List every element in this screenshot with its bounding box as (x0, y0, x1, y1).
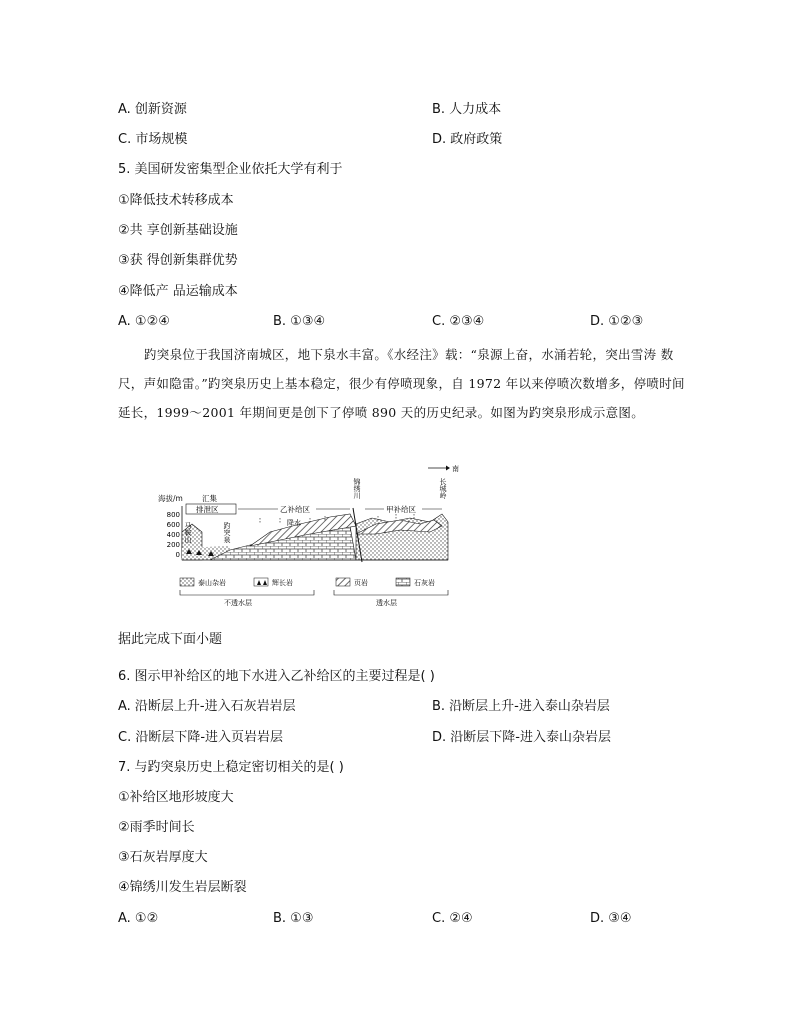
baotu-spring-diagram (150, 462, 460, 612)
q7-statement-3: ③石灰岩厚度大 (118, 850, 208, 865)
y-tick-0: 0 (175, 551, 180, 559)
q7-option-b: B. ①③ (273, 911, 314, 926)
q7-option-a: A. ①② (118, 911, 159, 926)
q6-option-c: C. 沿断层下降-进入页岩岩层 (118, 730, 284, 745)
label-jinxiu: 锦绣川 (353, 478, 361, 499)
label-jiangshui: 降水 (287, 519, 301, 527)
y-axis-label: 海拔/m (158, 494, 183, 503)
label-huiji: 汇集 (202, 494, 217, 503)
passage-text: 趵突泉位于我国济南城区，地下泉水丰富。《水经注》载：“泉源上奋，水涌若轮，突出雪涛 数尺，声如隐雷。”趵突泉历史上基本稳定，很少有停喷现象，自 1972 年以来停喷次数增多，停喷时间延长，1999～2001 年期间更是创下了停喷 890 天的历史纪录。如图为趵突泉形成示意图。 (118, 347, 685, 420)
legend-swatch-taishan (180, 578, 194, 586)
q7-option-d: D. ③④ (590, 911, 632, 926)
y-tick-800: 800 (166, 511, 180, 519)
y-tick-200: 200 (166, 541, 180, 549)
q6-option-a: A. 沿断层上升-进入石灰岩岩层 (118, 699, 296, 714)
label-yi-zone: 乙补给区 (280, 505, 310, 514)
label-maan: 马鞍山 (184, 522, 192, 543)
q5-statement-2: ②共 享创新基础设施 (118, 223, 238, 238)
q6-stem: 6. 图示甲补给区的地下水进入乙补给区的主要过程是( ) (118, 669, 435, 684)
legend-butoushui: 不透水层 (224, 599, 252, 607)
q5-statement-4: ④降低产 品运输成本 (118, 284, 238, 299)
label-changcheng: 长城岭 (439, 478, 447, 499)
south-arrowhead (446, 466, 450, 471)
legend-huichang: 辉长岩 (272, 579, 293, 587)
y-tick-400: 400 (166, 531, 180, 539)
q4-option-d: D. 政府政策 (432, 132, 503, 147)
q7-stem: 7. 与趵突泉历史上稳定密切相关的是( ) (118, 760, 344, 775)
label-south: 南 (452, 465, 459, 473)
label-baotu: 趵突泉 (223, 522, 231, 543)
q4-option-a: A. 创新资源 (118, 102, 187, 117)
instruction: 据此完成下面小题 (118, 632, 223, 647)
q6-option-b: B. 沿断层上升-进入泰山杂岩层 (432, 699, 610, 714)
q4-option-b: B. 人力成本 (432, 102, 502, 117)
label-paixie: 排泄区 (196, 505, 219, 514)
legend-yeyan: 页岩 (354, 579, 368, 587)
q6-option-d: D. 沿断层下降-进入泰山杂岩层 (432, 730, 611, 745)
passage (118, 340, 686, 427)
q5-statement-3: ③获 得创新集群优势 (118, 253, 238, 268)
q7-statement-2: ②雨季时间长 (118, 820, 195, 835)
q5-option-a: A. ①②④ (118, 314, 170, 329)
q7-statement-4: ④锦绣川发生岩层断裂 (118, 880, 247, 895)
legend-toushui: 透水层 (376, 599, 397, 607)
q4-option-c: C. 市场规模 (118, 132, 188, 147)
impermeable-bracket (180, 590, 314, 595)
q5-option-b: B. ①③④ (273, 314, 326, 329)
y-tick-600: 600 (166, 521, 180, 529)
legend-swatch-limestone (396, 578, 410, 586)
legend-swatch-shale (336, 578, 350, 586)
q7-statement-1: ①补给区地形坡度大 (118, 790, 234, 805)
q5-option-c: C. ②③④ (432, 314, 485, 329)
q5-stem: 5. 美国研发密集型企业依托大学有利于 (118, 162, 343, 177)
q5-statement-1: ①降低技术转移成本 (118, 193, 234, 208)
legend-taishan: 泰山杂岩 (198, 579, 226, 587)
legend-shihui: 石灰岩 (414, 579, 435, 587)
label-jia-zone: 甲补给区 (386, 505, 416, 514)
permeable-bracket (334, 590, 448, 595)
q7-option-c: C. ②④ (432, 911, 473, 926)
q5-option-d: D. ①②③ (590, 314, 644, 329)
